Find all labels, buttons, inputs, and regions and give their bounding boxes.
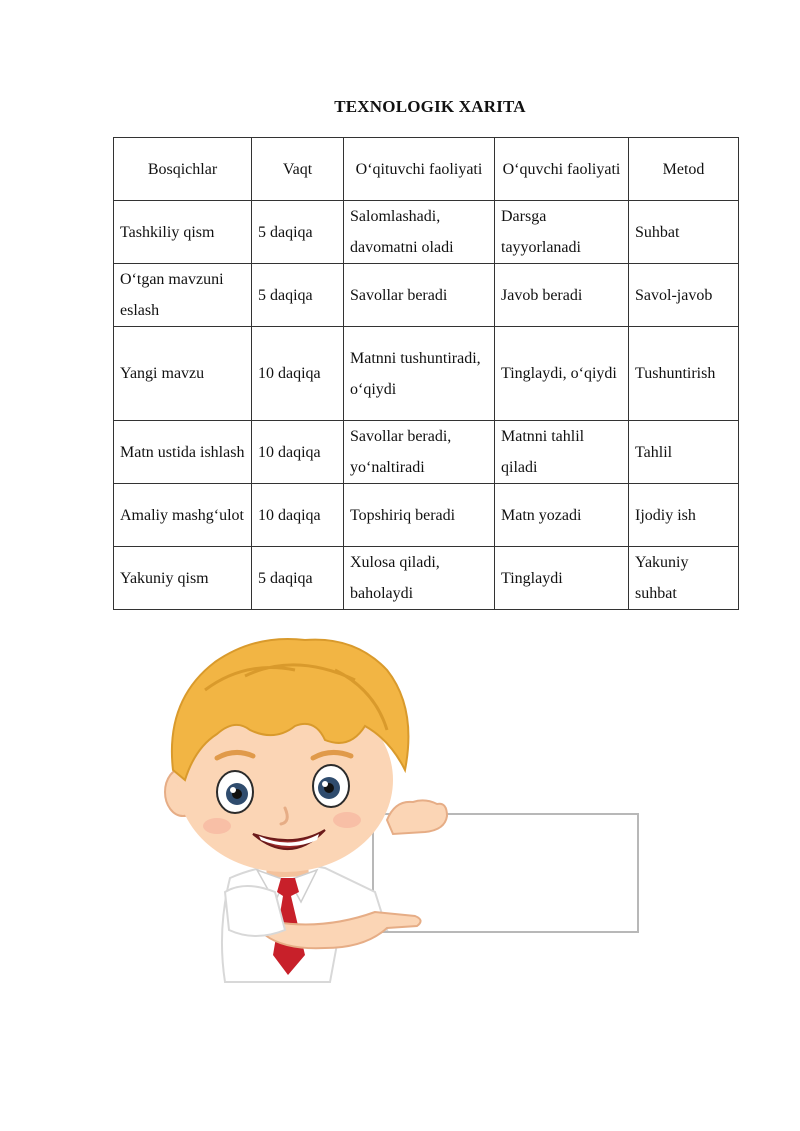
- table-row: [114, 327, 739, 421]
- table-row: [114, 547, 739, 610]
- table-cell: Ijodiy ish: [629, 484, 739, 547]
- table-cell: Tahlil: [629, 421, 739, 484]
- header-cell: Vaqt: [252, 138, 344, 201]
- boy-holding-blank-sign-icon: [125, 630, 645, 990]
- table-cell: Matn yozadi: [495, 484, 629, 547]
- technology-map-table: [113, 137, 739, 610]
- table-cell: Amaliy mashg‘ulot: [114, 484, 252, 547]
- table-row: [114, 421, 739, 484]
- table-cell: Topshiriq beradi: [344, 484, 495, 547]
- table-cell: Tashkiliy qism: [114, 201, 252, 264]
- table-cell: Yangi mavzu: [114, 327, 252, 421]
- table-cell: Javob beradi: [495, 264, 629, 327]
- table-cell: 5 daqiqa: [252, 264, 344, 327]
- table-cell: Salomlashadi, davomatni oladi: [344, 201, 495, 264]
- table-cell: Matnni tahlil qiladi: [495, 421, 629, 484]
- table-row: [114, 201, 739, 264]
- table-cell: Suhbat: [629, 201, 739, 264]
- table-cell: Darsga tayyorlanadi: [495, 201, 629, 264]
- table-cell: 10 daqiqa: [252, 484, 344, 547]
- table-cell: Tinglaydi: [495, 547, 629, 610]
- table-cell: Tushuntirish: [629, 327, 739, 421]
- header-cell: O‘qituvchi faoliyati: [344, 138, 495, 201]
- table-cell: Matn ustida ishlash: [114, 421, 252, 484]
- table-cell: Savollar beradi: [344, 264, 495, 327]
- table-cell: Savol-javob: [629, 264, 739, 327]
- header-cell: Metod: [629, 138, 739, 201]
- header-cell: Bosqichlar: [114, 138, 252, 201]
- table-cell: Xulosa qiladi, baholaydi: [344, 547, 495, 610]
- table-header-row: [114, 138, 739, 201]
- table-cell: 5 daqiqa: [252, 547, 344, 610]
- table-cell: Matnni tushuntiradi, o‘qiydi: [344, 327, 495, 421]
- header-cell: O‘quvchi faoliyati: [495, 138, 629, 201]
- table-cell: Yakuniy suhbat: [629, 547, 739, 610]
- table-row: [114, 484, 739, 547]
- table-cell: Tinglaydi, o‘qiydi: [495, 327, 629, 421]
- page-title: TEXNOLOGIK XARITA: [334, 97, 526, 116]
- table-cell: 10 daqiqa: [252, 327, 344, 421]
- table-row: [114, 264, 739, 327]
- table-cell: O‘tgan mavzuni eslash: [114, 264, 252, 327]
- table-cell: Yakuniy qism: [114, 547, 252, 610]
- table-cell: 5 daqiqa: [252, 201, 344, 264]
- hand-holding-sign: [387, 800, 447, 834]
- table-cell: Savollar beradi, yo‘naltiradi: [344, 421, 495, 484]
- table-cell: 10 daqiqa: [252, 421, 344, 484]
